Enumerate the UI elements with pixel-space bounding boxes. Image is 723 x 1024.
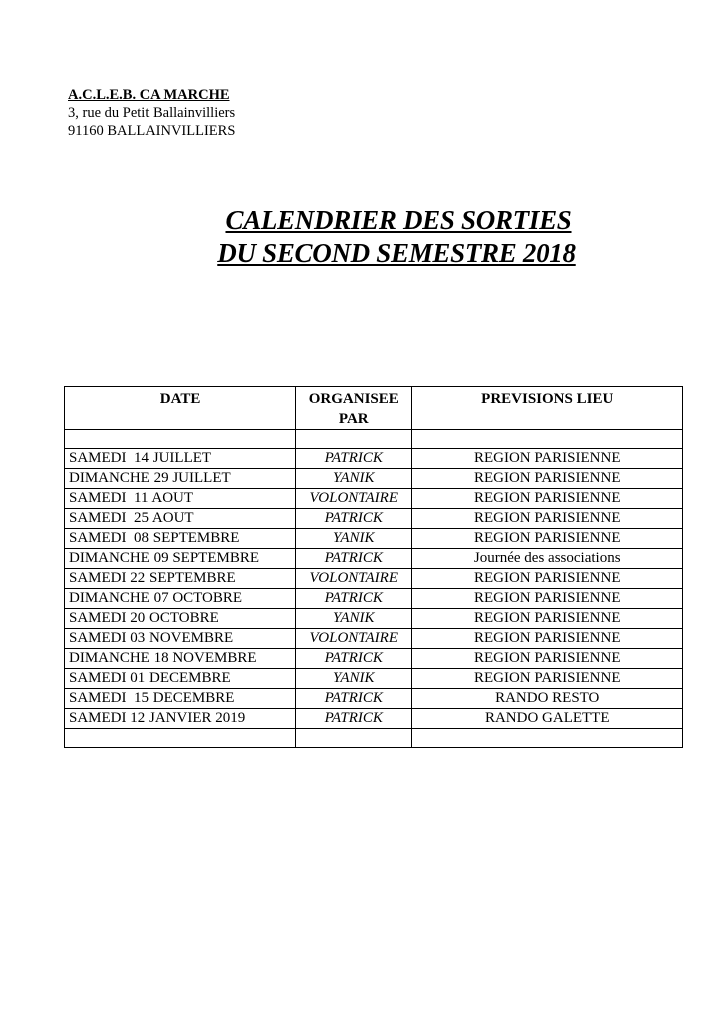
organiser-cell: PATRICK [296,449,412,469]
table-row [65,469,683,489]
table-row [65,669,683,689]
table-row [65,609,683,629]
date-cell: SAMEDI 20 OCTOBRE [65,609,296,629]
date-cell: SAMEDI 14 JUILLET [65,449,296,469]
location-cell: REGION PARISIENNE [412,649,683,669]
date-cell: SAMEDI 01 DECEMBRE [65,669,296,689]
organiser-cell: PATRICK [296,549,412,569]
date-cell: DIMANCHE 07 OCTOBRE [65,589,296,609]
table-row [65,689,683,709]
date-cell: SAMEDI 12 JANVIER 2019 [65,709,296,729]
organiser-cell: YANIK [296,669,412,689]
location-cell: REGION PARISIENNE [412,629,683,649]
document-title [0,204,723,270]
empty-cell [65,430,296,449]
organiser-cell: PATRICK [296,689,412,709]
column-header-organiser-line1: ORGANISEE [308,391,399,407]
location-cell: REGION PARISIENNE [412,529,683,549]
organiser-cell: YANIK [296,469,412,489]
date-cell: SAMEDI 08 SEPTEMBRE [65,529,296,549]
location-cell: REGION PARISIENNE [412,589,683,609]
empty-cell [412,729,683,748]
date-cell: SAMEDI 11 AOUT [65,489,296,509]
postal-city: 91160 BALLAINVILLIERS [68,123,236,139]
title-line-1: CALENDRIER DES SORTIES [225,205,572,235]
column-header-organiser-line2: PAR [338,411,369,427]
location-cell: REGION PARISIENNE [412,449,683,469]
location-cell: Journée des associations [412,549,683,569]
table-row [65,449,683,469]
table-row [65,489,683,509]
table-row [65,509,683,529]
location-cell: RANDO RESTO [412,689,683,709]
location-cell: REGION PARISIENNE [412,509,683,529]
column-header-location: PREVISIONS LIEU [412,387,683,430]
location-cell: REGION PARISIENNE [412,469,683,489]
table-body [65,430,683,748]
title-line-2: DU SECOND SEMESTRE 2018 [217,238,576,268]
empty-row [65,430,683,449]
club-name: A.C.L.E.B. CA MARCHE [68,87,230,103]
table-row [65,529,683,549]
empty-cell [65,729,296,748]
table-row [65,629,683,649]
organiser-cell: PATRICK [296,709,412,729]
location-cell: RANDO GALETTE [412,709,683,729]
table-row [65,589,683,609]
outings-calendar-table [64,386,683,748]
organiser-cell: VOLONTAIRE [296,489,412,509]
organiser-cell: YANIK [296,529,412,549]
table-row [65,709,683,729]
date-cell: SAMEDI 15 DECEMBRE [65,689,296,709]
table-row [65,649,683,669]
club-address-block [68,86,235,140]
organiser-cell: PATRICK [296,509,412,529]
empty-cell [296,430,412,449]
organiser-cell: PATRICK [296,649,412,669]
table-header-row [65,387,683,430]
empty-cell [296,729,412,748]
organiser-cell: VOLONTAIRE [296,629,412,649]
date-cell: DIMANCHE 29 JUILLET [65,469,296,489]
table-row [65,569,683,589]
date-cell: SAMEDI 25 AOUT [65,509,296,529]
empty-row [65,729,683,748]
date-cell: DIMANCHE 09 SEPTEMBRE [65,549,296,569]
organiser-cell: YANIK [296,609,412,629]
organiser-cell: PATRICK [296,589,412,609]
date-cell: SAMEDI 22 SEPTEMBRE [65,569,296,589]
empty-cell [412,430,683,449]
street-address: 3, rue du Petit Ballainvilliers [68,105,236,121]
location-cell: REGION PARISIENNE [412,609,683,629]
date-cell: SAMEDI 03 NOVEMBRE [65,629,296,649]
table-row [65,549,683,569]
column-header-date: DATE [65,387,296,430]
date-cell: DIMANCHE 18 NOVEMBRE [65,649,296,669]
organiser-cell: VOLONTAIRE [296,569,412,589]
location-cell: REGION PARISIENNE [412,489,683,509]
location-cell: REGION PARISIENNE [412,669,683,689]
column-header-organiser [296,387,412,430]
location-cell: REGION PARISIENNE [412,569,683,589]
